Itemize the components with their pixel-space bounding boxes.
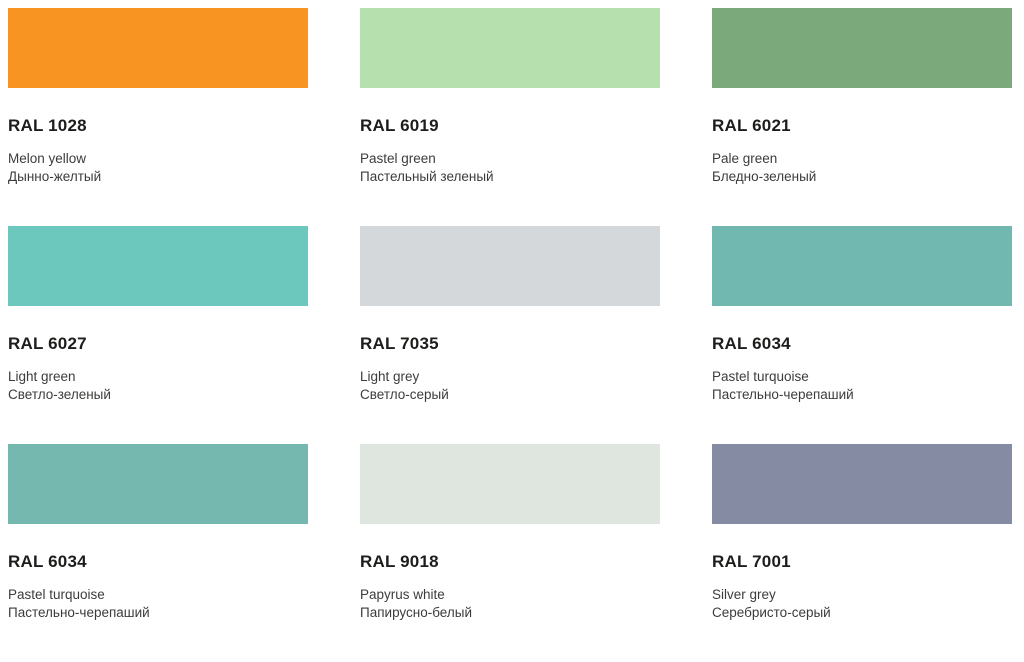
- color-code-label: RAL 6027: [8, 334, 87, 353]
- color-name-en: Light grey: [360, 369, 420, 384]
- color-name-ru: Пастельный зеленый: [360, 169, 494, 184]
- color-swatch-sample: [712, 444, 1012, 524]
- color-name-en: Pastel turquoise: [712, 369, 809, 384]
- color-swatch-card: [712, 444, 1012, 662]
- color-swatch-sample: [360, 226, 660, 306]
- color-name-ru: Дынно-желтый: [8, 169, 102, 184]
- color-code-label: RAL 9018: [360, 552, 439, 571]
- color-name-ru: Светло-зеленый: [8, 387, 111, 402]
- color-code-label: RAL 7001: [712, 552, 791, 571]
- color-swatch-sample: [8, 226, 308, 306]
- color-name-en: Pastel green: [360, 151, 436, 166]
- color-swatch-sample: [712, 8, 1012, 88]
- color-swatch-sample: [8, 8, 308, 88]
- color-name-en: Pale green: [712, 151, 778, 166]
- color-code-label: RAL 7035: [360, 334, 439, 353]
- color-code-label: RAL 1028: [8, 116, 87, 135]
- color-code-label: RAL 6034: [8, 552, 87, 571]
- color-swatch-sample: [360, 8, 660, 88]
- color-name-ru: Серебристо-серый: [712, 605, 831, 620]
- color-swatch-card: [8, 8, 308, 226]
- color-swatch-card: [712, 8, 1012, 226]
- color-name-en: Papyrus white: [360, 587, 445, 602]
- color-swatch-card: [360, 226, 660, 444]
- color-name-ru: Пастельно-черепаший: [712, 387, 854, 402]
- color-name-ru: Бледно-зеленый: [712, 169, 817, 184]
- color-name-ru: Папирусно-белый: [360, 605, 472, 620]
- color-swatch-card: [8, 444, 308, 662]
- color-swatch-card: [360, 8, 660, 226]
- color-name-en: Pastel turquoise: [8, 587, 105, 602]
- color-name-en: Light green: [8, 369, 76, 384]
- color-code-label: RAL 6021: [712, 116, 791, 135]
- color-name-en: Melon yellow: [8, 151, 87, 166]
- color-code-label: RAL 6034: [712, 334, 791, 353]
- color-name-ru: Пастельно-черепаший: [8, 605, 150, 620]
- color-name-en: Silver grey: [712, 587, 776, 602]
- color-name-ru: Светло-серый: [360, 387, 449, 402]
- color-swatch-sample: [8, 444, 308, 524]
- color-swatch-card: [360, 444, 660, 662]
- color-code-label: RAL 6019: [360, 116, 439, 135]
- color-swatch-sample: [360, 444, 660, 524]
- color-swatch-card: [8, 226, 308, 444]
- color-swatch-sample: [712, 226, 1012, 306]
- color-swatch-card: [712, 226, 1012, 444]
